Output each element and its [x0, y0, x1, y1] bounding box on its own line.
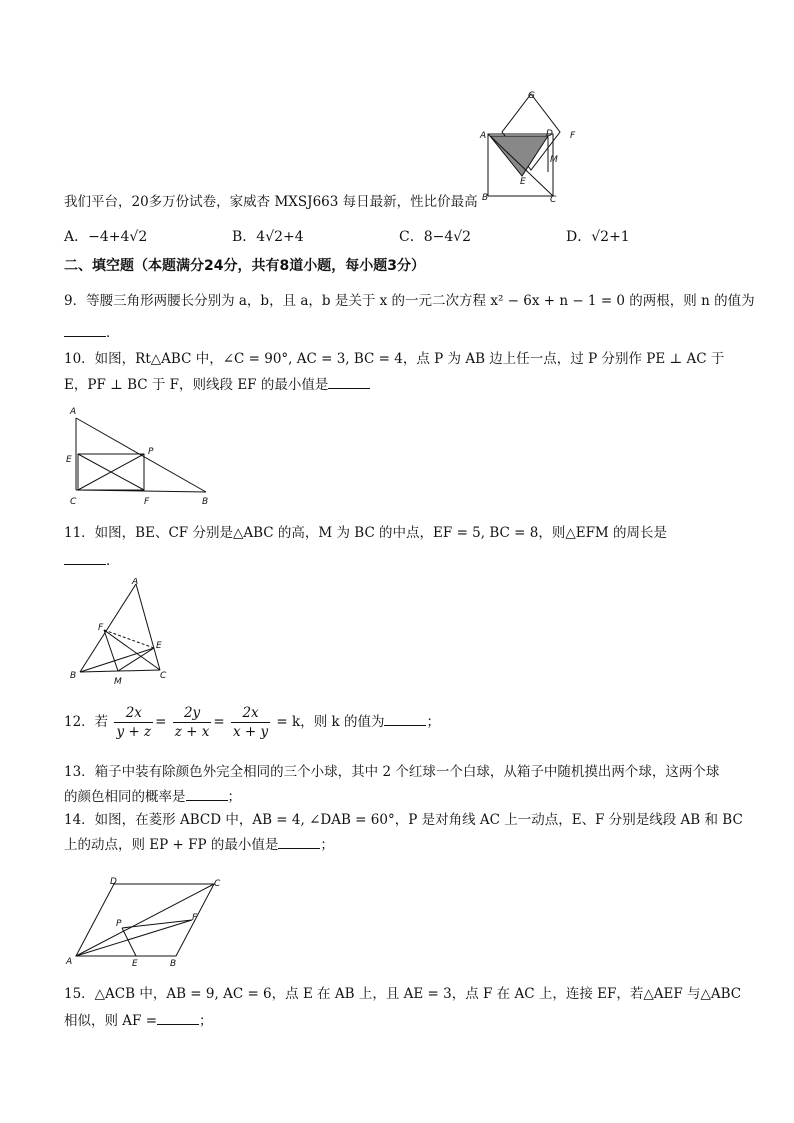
q14-answer-blank[interactable]: [278, 834, 320, 849]
q15-answer-blank[interactable]: [157, 1010, 199, 1025]
q13-line1: 13．箱子中装有除颜色外完全相同的三个小球，其中 2 个红球一个白球，从箱子中随机摸出两个球，这两个球: [64, 764, 720, 780]
label-C: C: [214, 879, 221, 889]
label-C: C: [550, 195, 557, 205]
promo-line: 我们平台，20多万份试卷，家威杏 MXSJ663 每日最新，性比价最高: [64, 194, 478, 210]
q9-answer-blank[interactable]: [64, 322, 106, 337]
figure-q10-right-triangle: [62, 404, 222, 508]
label-E: E: [520, 177, 526, 187]
figure-q11-triangle-heights: [66, 578, 176, 686]
label-B: B: [202, 497, 209, 507]
label-F: F: [98, 623, 104, 633]
q10-answer-blank[interactable]: [328, 374, 370, 389]
section-title: 二、填空题（本题满分24分，共有8道小题，每小题3分）: [64, 258, 425, 274]
label-G: G: [528, 91, 535, 101]
q12-answer-blank[interactable]: [384, 711, 426, 726]
q13-line2: 的颜色相同的概率是 ；: [64, 786, 241, 807]
q12-line: 12．若 $\frac{2x}{y + z}$ = $\frac{2y}{z + x}$ = $\frac{2x}{x + y}$ = k，则 k 的值为 ；: [64, 705, 440, 740]
label-B: B: [70, 671, 77, 681]
label-A: A: [70, 407, 77, 417]
q14-line1: 14．如图，在菱形 ABCD 中，AB = 4, ∠DAB = 60°，P 是对角线 AC 上一动点，E、F 分别是线段 AB 和 BC: [64, 812, 743, 828]
label-B: B: [170, 959, 177, 968]
q15-line1: 15．△ACB 中，AB = 9, AC = 6，点 E 在 AB 上，且 AE = 3，点 F 在 AC 上，连接 EF，若△AEF 与△ABC: [64, 986, 742, 1002]
q9-line2: ．: [64, 322, 120, 343]
label-F: F: [144, 497, 150, 507]
figure-q14-rhombus: [64, 874, 234, 968]
label-F: F: [192, 913, 198, 923]
label-C: C: [70, 497, 77, 507]
q13-answer-blank[interactable]: [186, 786, 228, 801]
q10-line2: E，PF ⊥ BC 于 F，则线段 EF 的最小值是: [64, 374, 370, 395]
label-E: E: [156, 641, 162, 651]
label-M: M: [114, 677, 122, 686]
choice-a: A．−4+4√2: [64, 229, 148, 245]
q11-line1: 11．如图，BE、CF 分别是△ABC 的高，M 为 BC 的中点，EF = 5, BC = 8，则△EFM 的周长是: [64, 525, 668, 541]
label-C: C: [160, 671, 167, 681]
choice-d: D．√2+1: [566, 229, 630, 245]
q11-answer-blank[interactable]: [64, 550, 106, 565]
label-P: P: [116, 919, 122, 929]
label-E: E: [132, 959, 138, 968]
q12-fraction-3: $\frac{2x}{x + y}$: [232, 705, 269, 740]
q12-fraction-1: $\frac{2x}{y + z}$: [116, 705, 152, 740]
figure-square-shaded-triangle: [476, 86, 586, 208]
label-D: D: [546, 129, 553, 139]
label-B: B: [482, 193, 489, 203]
label-P: P: [148, 447, 154, 457]
q15-line2: 相似，则 AF = ；: [64, 1010, 213, 1031]
q11-line2: ．: [64, 550, 120, 571]
q14-line2: 上的动点，则 EP + FP 的最小值是 ；: [64, 834, 334, 855]
q12-fraction-2: $\frac{2y}{z + x}$: [174, 705, 210, 740]
q9-line1: 9．等腰三角形两腰长分别为 a，b，且 a，b 是关于 x 的一元二次方程 x² − 6x + n − 1 = 0 的两根，则 n 的值为: [64, 293, 755, 309]
label-A: A: [480, 131, 487, 141]
label-M: M: [550, 155, 558, 165]
label-A: A: [132, 578, 139, 587]
label-E: E: [66, 455, 72, 465]
choice-b: B．4√2+4: [232, 229, 304, 245]
q10-line1: 10．如图，Rt△ABC 中，∠C = 90°, AC = 3, BC = 4，点 P 为 AB 边上任一点，过 P 分别作 PE ⊥ AC 于: [64, 351, 725, 367]
label-A: A: [66, 957, 73, 967]
label-F: F: [570, 131, 576, 141]
choice-c: C．8−4√2: [399, 229, 472, 245]
label-D: D: [110, 877, 117, 887]
